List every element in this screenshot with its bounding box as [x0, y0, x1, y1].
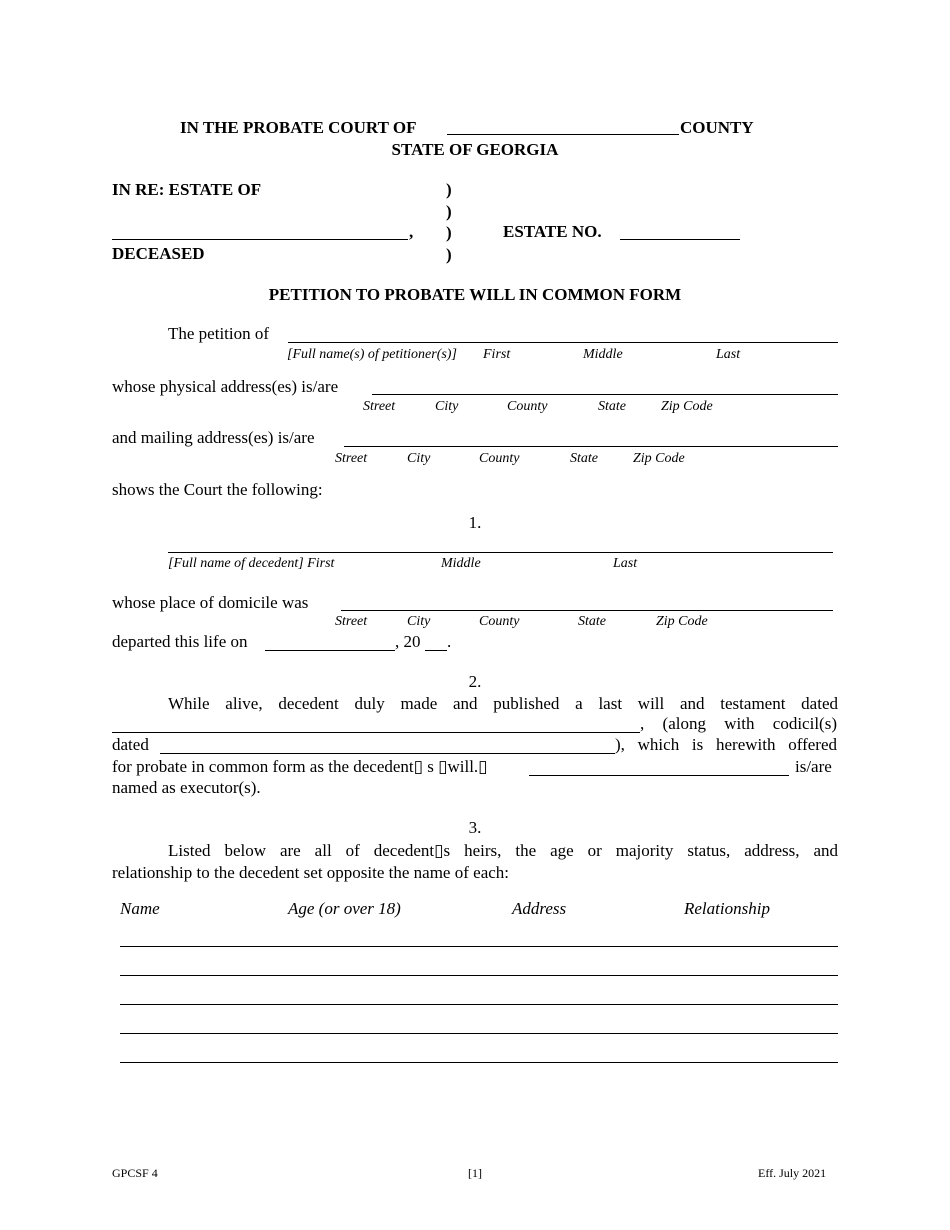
will-date-blank[interactable]: [112, 732, 640, 733]
mailing-address-lead: and mailing address(es) is/are: [112, 428, 315, 447]
county-label: COUNTY: [680, 118, 754, 137]
departed-period: .: [447, 632, 452, 651]
will-line-4-start: for probate in common form as the decedent▯ s ▯will.▯: [112, 757, 488, 776]
county-name-blank[interactable]: [447, 134, 679, 135]
year-blank[interactable]: [425, 650, 447, 651]
caption-paren: ): [446, 180, 452, 199]
column-header-relationship: Relationship: [684, 899, 770, 918]
deceased-label: DECEASED: [112, 244, 205, 263]
heir-row-line[interactable]: [120, 1062, 838, 1063]
form-id: GPCSF 4: [112, 1166, 158, 1180]
will-line-2-end: , (along with codicil(s): [640, 714, 837, 733]
petitioner-name-blank[interactable]: [288, 342, 838, 343]
in-re-label: IN RE: ESTATE OF: [112, 180, 262, 199]
section-number-2: 2.: [468, 672, 482, 691]
will-line-1: While alive, decedent duly made and published a last will and testament dated: [168, 694, 838, 713]
estate-no-blank[interactable]: [620, 239, 740, 240]
heirs-line-2: relationship to the decedent set opposite the name of each:: [112, 863, 510, 882]
date-of-death-blank[interactable]: [265, 650, 395, 651]
will-line-3-start: dated: [112, 735, 149, 754]
physical-county-label: County: [507, 399, 548, 414]
departed-lead: departed this life on: [112, 632, 248, 651]
petition-title: PETITION TO PROBATE WILL IN COMMON FORM: [268, 285, 682, 304]
mailing-state-label: State: [570, 451, 598, 466]
year-prefix: , 20: [395, 632, 421, 651]
decedent-full-label: [Full name of decedent] First: [168, 556, 335, 571]
shows-court-text: shows the Court the following:: [112, 480, 323, 499]
domicile-county-label: County: [479, 614, 520, 629]
physical-address-lead: whose physical address(es) is/are: [112, 377, 339, 396]
physical-street-label: Street: [363, 399, 396, 414]
will-line-5: named as executor(s).: [112, 778, 261, 797]
petitioner-first-label: First: [483, 347, 511, 362]
caption-paren: ): [446, 223, 452, 242]
caption-comma: ,: [409, 222, 414, 241]
petitioner-last-label: Last: [716, 347, 741, 362]
heir-row-line[interactable]: [120, 1033, 838, 1034]
petition-lead: The petition of: [168, 324, 270, 343]
section-number-1: 1.: [468, 513, 482, 532]
column-header-address: Address: [512, 899, 567, 918]
physical-state-label: State: [598, 399, 626, 414]
physical-zip-label: Zip Code: [661, 399, 713, 414]
decedent-name-blank[interactable]: [112, 239, 408, 240]
section-number-3: 3.: [468, 818, 482, 837]
petitioner-full-label: [Full name(s) of petitioner(s)]: [287, 347, 457, 362]
heir-row-line[interactable]: [120, 1004, 838, 1005]
domicile-street-label: Street: [335, 614, 368, 629]
mailing-county-label: County: [479, 451, 520, 466]
codicil-date-blank[interactable]: [160, 753, 615, 754]
physical-address-blank[interactable]: [372, 394, 838, 395]
physical-city-label: City: [435, 399, 459, 414]
domicile-blank[interactable]: [341, 610, 833, 611]
domicile-state-label: State: [578, 614, 606, 629]
mailing-zip-label: Zip Code: [633, 451, 685, 466]
will-line-4-end: is/are: [795, 757, 832, 776]
domicile-lead: whose place of domicile was: [112, 593, 309, 612]
heirs-line-1: Listed below are all of decedent▯s heirs, the age or majority status, address, and: [168, 841, 838, 860]
mailing-city-label: City: [407, 451, 431, 466]
column-header-name: Name: [120, 899, 160, 918]
caption-paren: ): [446, 245, 452, 264]
decedent-middle-label: Middle: [441, 556, 481, 571]
court-heading: IN THE PROBATE COURT OF: [180, 118, 417, 137]
effective-date: Eff. July 2021: [758, 1166, 827, 1180]
mailing-address-blank[interactable]: [344, 446, 838, 447]
heir-row-line[interactable]: [120, 975, 838, 976]
executor-name-blank[interactable]: [529, 775, 789, 776]
decedent-full-name-blank[interactable]: [168, 552, 833, 553]
column-header-age: Age (or over 18): [288, 899, 401, 918]
domicile-zip-label: Zip Code: [656, 614, 708, 629]
will-line-3-end: ), which is herewith offered: [615, 735, 837, 754]
caption-paren: ): [446, 202, 452, 221]
decedent-last-label: Last: [613, 556, 638, 571]
domicile-city-label: City: [407, 614, 431, 629]
page-number: [1]: [468, 1166, 482, 1180]
petitioner-middle-label: Middle: [583, 347, 623, 362]
heir-row-line[interactable]: [120, 946, 838, 947]
estate-no-label: ESTATE NO.: [503, 222, 602, 241]
state-heading: STATE OF GEORGIA: [391, 140, 559, 159]
mailing-street-label: Street: [335, 451, 368, 466]
